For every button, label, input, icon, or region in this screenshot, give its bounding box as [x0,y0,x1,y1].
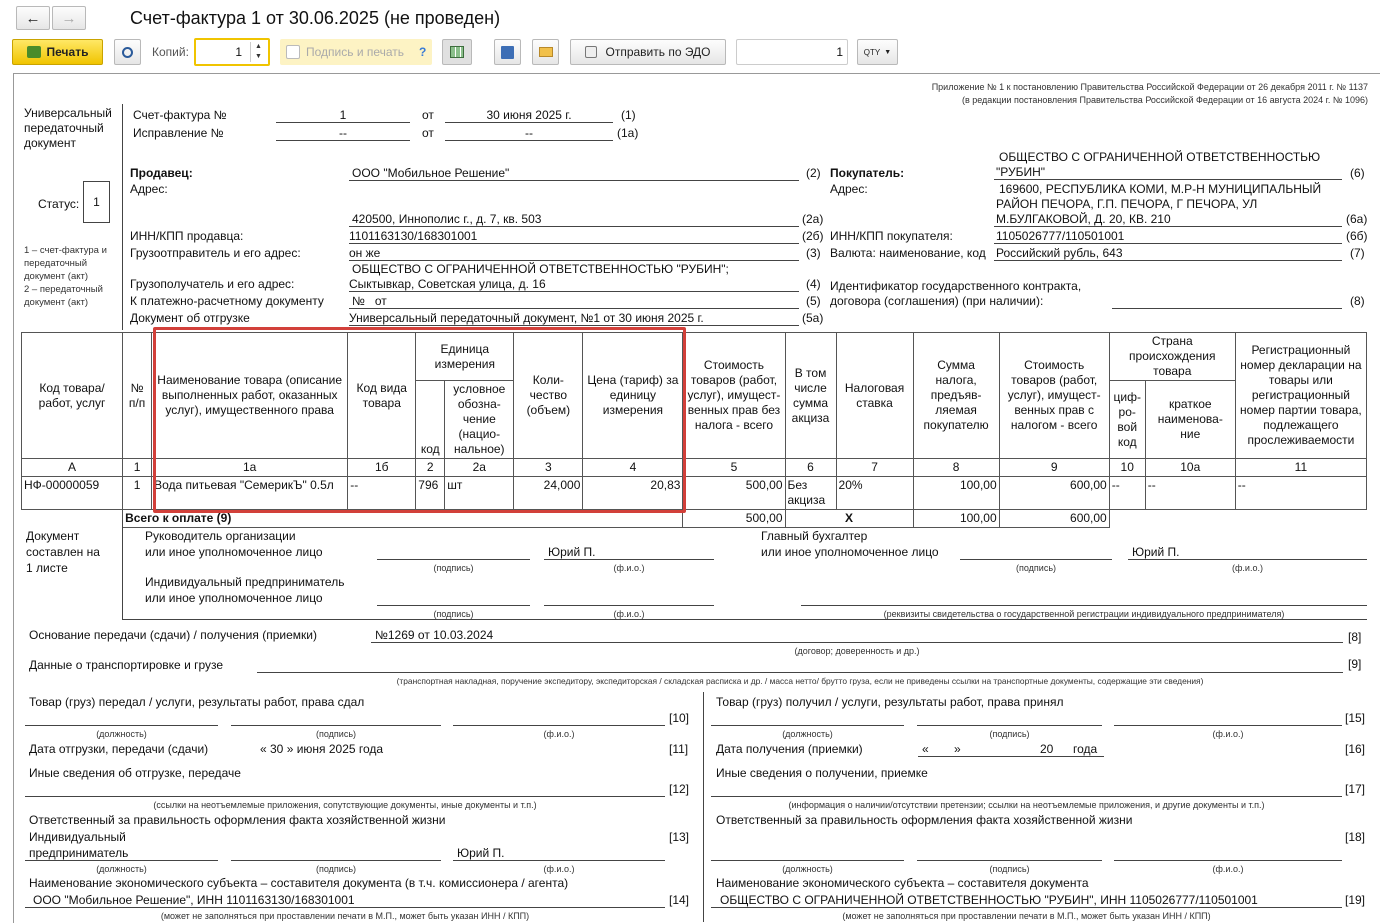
print-label: Печать [46,45,89,59]
buyer-value-2: "РУБИН" [996,165,1046,179]
acc-label-1: Главный бухгалтер [761,529,868,543]
recv-date-q2: » [954,742,961,756]
upd-title-2: передаточный [24,121,104,135]
basis-note: (договор; доверенность и др.) [794,646,920,656]
th-country-code: циф-ро-вой код [1109,381,1145,459]
highlight-frame [153,327,686,513]
cell-unit-code: 796 [416,477,445,510]
recv-dolzh-note: (должность) [782,729,833,739]
head-label-1: Руководитель организации [145,529,296,543]
contract-label-1: Идентификатор государственного контракта, [830,279,1082,293]
arrow-left-icon: ← [25,9,41,27]
copies-input[interactable] [194,38,270,66]
th-price: Цена (тариф) за единицу измерения [583,333,683,459]
other-ship-note: (ссылки на неотъемлемые приложения, сопутствующие документы, иные документы и т.п.) [153,800,537,810]
col-num-5: 5 [683,459,785,477]
cell-num: 1 [123,477,152,510]
status-note-3: документ (акт) [24,271,89,282]
subj2-label: Наименование экономического субъекта – составителя документа [716,876,1089,890]
ship-date-value: « 30 » июня 2025 года [260,742,384,756]
buyer-inn-label: ИНН/КПП покупателя: [830,229,953,243]
code-9: [9] [1348,657,1362,671]
qty-label: QTY [863,47,881,57]
invoice-label: Счет-фактура № [133,108,227,122]
code-4: (4) [806,277,821,291]
total-tax: 100,00 [913,510,999,528]
subj-label: Наименование экономического субъекта – составителя документа (в т.ч. комиссионера / агента) [29,876,569,890]
total-label: Всего к оплате (9) [123,510,683,528]
magnifier-icon [122,47,133,58]
doc-made-3: 1 листе [26,561,68,575]
floppy-icon [501,46,514,59]
grid-icon [450,46,464,58]
doc-made-2: составлен на [26,545,100,559]
correction-from-label: от [422,126,434,140]
printer-icon [27,46,41,58]
received-label: Товар (груз) получил / услуги, результаты работ, права принял [716,695,1064,709]
total-excise: Х [785,510,913,528]
code-1a: (1а) [617,126,639,140]
resp-sign-note: (подпись) [315,864,357,874]
buyer-address-2: РАЙОН ПЕЧОРА, Г.П. ПЕЧОРА, Г ПЕЧОРА, УЛ [996,197,1258,211]
code-19: [19] [1345,893,1366,907]
status-note-1: 1 – счет-фактура и [24,245,107,256]
ip-label-2: или иное уполномоченное лицо [145,591,323,605]
head-label-2: или иное уполномоченное лицо [145,545,323,559]
subj2-value: ОБЩЕСТВО С ОГРАНИЧЕННОЙ ОТВЕТСТВЕННОСТЬЮ "РУБИН", ИНН 1105026777/110501001 [720,893,1258,907]
seller-address-label: Адрес: [130,182,168,196]
shipper-label: Грузоотправитель и его адрес: [130,246,301,260]
recv-fio-note: (ф.и.о.) [1212,729,1244,739]
col-num-10a: 10а [1145,459,1235,477]
correction-no: -- [339,126,347,140]
resp2-label: Ответственный за правильность оформления факта хозяйственной жизни [716,813,1133,827]
col-num-3: 3 [514,459,583,477]
cell-tax: 100,00 [913,477,999,510]
recv-date-word: года [1073,742,1098,756]
total-total: 600,00 [999,510,1109,528]
code-18: [18] [1345,830,1366,844]
shipment-doc-label: Документ об отгрузке [130,311,250,325]
resp2-fio-note: (ф.и.о.) [1212,864,1244,874]
consignee-label: Грузополучатель и его адрес: [130,277,295,291]
col-num-1b: 1б [348,459,416,477]
col-num-9: 9 [999,459,1109,477]
code-14: [14] [669,893,690,907]
spin-icon: ▲ ▼ [250,42,266,62]
col-num-11: 11 [1235,459,1366,477]
total-cost: 500,00 [683,510,785,528]
page-value: 1 [836,45,843,59]
ip-reg-note: (реквизиты свидетельства о государственной регистрации индивидуального предпринимателя) [883,609,1285,619]
th-country: Страна происхождения товара [1109,333,1235,381]
code-6b: (6б) [1346,229,1368,243]
th-unit-name: условное обозна-чение (нацио-нальное) [445,381,514,459]
subj2-note: (может не заполняться при проставлении печати в М.П., может быть указан ИНН / КПП) [842,911,1211,921]
code-15: [15] [1345,711,1366,725]
th-kind: Код вида товара [348,333,416,459]
doc-made-1: Документ [26,529,80,543]
cell-kind: -- [348,477,416,510]
code-2a: (2а) [802,212,824,226]
th-name: Наименование товара (описание выполненных работ, оказанных услуг), имущественного права [152,333,348,459]
other-ship-label: Иные сведения об отгрузке, передаче [29,766,241,780]
resp-label: Ответственный за правильность оформления факта хозяйственной жизни [29,813,446,827]
currency-value: Российский рубль, 643 [996,246,1123,260]
th-unit: Единица измерения [416,333,514,381]
invoice-date: 30 июня 2025 г. [486,108,572,122]
appendix-line-1: Приложение № 1 к постановлению Правительства Российской Федерации от 26 декабря 2011 г. № 1137 [931,82,1368,92]
send-edo-button[interactable] [570,39,726,65]
recv-sign-note: (подпись) [989,729,1030,739]
invoice-from-label: от [422,108,434,122]
code-8b: [8] [1348,630,1362,644]
shipper-value: он же [349,246,381,260]
ip-label-1: Индивидуальный предприниматель [145,575,345,589]
back-button[interactable] [16,6,50,30]
other-recv-note: (информация о наличии/отсутствии претензии; ссылки на неотъемлемые приложения, и другие документы и т.п.) [788,800,1265,810]
th-tax: Сумма налога, предъяв-ляемая покупателю [913,333,999,459]
code-6a: (6а) [1346,212,1368,226]
transfer-divider [703,692,704,922]
basis-value: №1269 от 10.03.2024 [375,628,494,642]
table-edit-button[interactable] [442,39,472,65]
code-10: [10] [669,711,690,725]
col-num-a: А [22,459,123,477]
cell-unit-name: шт [445,477,514,510]
upd-title-3: документ [24,136,76,150]
code-7: (7) [1350,246,1365,260]
code-12: [12] [669,782,690,796]
acc-name: Юрий П. [1132,545,1180,559]
recv-date-q1: « [922,742,929,756]
recv-date-label: Дата получения (приемки) [716,742,863,756]
ship-date-label: Дата отгрузки, передачи (сдачи) [29,742,209,756]
cell-excise: Без акциза [785,477,836,510]
acc-fio-note: (ф.и.о.) [1232,563,1263,573]
subj-value: ООО "Мобильное Решение", ИНН 1101163130/168301001 [33,893,355,907]
th-num: № п/п [123,333,152,459]
correction-label: Исправление № [133,126,224,140]
cell-country-name: -- [1145,477,1235,510]
acc-label-2: или иное уполномоченное лицо [761,545,939,559]
code-3: (3) [806,246,821,260]
code-8: (8) [1350,294,1365,308]
passed-fio-note: (ф.и.о.) [543,729,575,739]
status-note-4: 2 – передаточный [24,284,103,295]
status-note-5: документ (акт) [24,297,89,308]
edo-icon [585,46,597,58]
col-num-1: 1 [123,459,152,477]
email-button[interactable] [532,39,559,65]
th-cost: Стоимость товаров (работ, услуг), имущест-венных прав без налога - всего [683,333,785,459]
invoice-no: 1 [339,108,347,122]
code-1: (1) [621,108,636,122]
header-divider [122,104,123,330]
resp2-sign-note: (подпись) [989,864,1030,874]
resp-left-1: Индивидуальный [29,830,126,844]
copies-value: 1 [235,45,242,59]
sign-print-checkbox[interactable] [286,45,300,59]
sign-divider [122,520,123,620]
col-num-4: 4 [583,459,683,477]
cell-price: 20,83 [583,477,683,510]
transport-label: Данные о транспортировке и грузе [29,658,224,672]
acc-sign-note: (подпись) [1015,563,1057,573]
th-decl: Регистрационный номер декларации на товары или регистрационный номер партии товара, подлежащего прослеживаемости [1235,333,1366,459]
code-6: (6) [1350,166,1365,180]
buyer-inn: 1105026777/110501001 [996,229,1125,243]
code-13: [13] [669,830,690,844]
envelope-icon [539,47,553,57]
cell-qty: 24,000 [514,477,583,510]
buyer-label: Покупатель: [830,166,905,180]
status-note-2: передаточный [24,258,88,269]
code-11: [11] [669,742,689,756]
shipment-doc-value: Универсальный передаточный документ, №1 от 30 июня 2025 г. [349,311,704,325]
ip-sign-note: (подпись) [433,609,474,619]
col-num-1a: 1а [152,459,348,477]
other-recv-label: Иные сведения о получении, приемке [716,766,928,780]
upd-title-1: Универсальный [24,106,112,120]
currency-label: Валюта: наименование, код [830,246,986,260]
copies-label: Копий: [152,45,189,59]
resp2-dolzh-note: (должность) [782,864,833,874]
send-edo-label: Отправить по ЭДО [605,45,711,59]
arrow-right-icon: → [61,9,77,27]
th-total: Стоимость товаров (работ, услуг), имущест-венных прав с налогом - всего [999,333,1109,459]
status-value: 1 [93,195,100,209]
code-16: [16] [1345,742,1366,756]
resp-left-name: Юрий П. [457,846,505,860]
passed-sign-note: (подпись) [315,729,357,739]
appendix-line-2: (в редакции постановления Правительства Российской Федерации от 16 августа 2024 г. № 1096) [961,95,1368,105]
th-code: Код товара/ работ, услуг [22,333,123,459]
cell-cost: 500,00 [683,477,785,510]
th-country-name: краткое наименова-ние [1145,381,1235,459]
subj-note: (может не заполняться при проставлении печати в М.П., может быть указан ИНН / КПП) [160,911,530,921]
contract-label-2: договора (соглашения) (при наличии): [830,294,1044,308]
col-num-2: 2 [416,459,445,477]
col-num-7: 7 [836,459,913,477]
passed-dolzh-note: (должность) [96,729,147,739]
head-sign-note: (подпись) [433,563,474,573]
chevron-down-icon: ▼ [884,48,892,56]
col-num-10: 10 [1109,459,1145,477]
cell-total: 600,00 [999,477,1109,510]
seller-address: 420500, Иннополис г., д. 7, кв. 503 [352,212,542,226]
th-qty: Коли-чество (объем) [514,333,583,459]
consignee-value-1: ОБЩЕСТВО С ОГРАНИЧЕННОЙ ОТВЕТСТВЕННОСТЬЮ "РУБИН"; [352,262,729,276]
preview-button[interactable] [114,39,141,65]
seller-label: Продавец: [130,166,193,180]
buyer-address-1: 169600, РЕСПУБЛИКА КОМИ, М.Р-Н МУНИЦИПАЛЬНЫЙ [999,182,1322,196]
th-rate: Налоговая ставка [836,333,913,459]
window-title: Счет-фактура 1 от 30.06.2025 (не проведен) [130,8,501,28]
cell-decl: -- [1235,477,1366,510]
col-num-8: 8 [913,459,999,477]
basis-label: Основание передачи (сдачи) / получения (приемки) [29,628,317,642]
payment-doc-value: № от [352,294,387,308]
resp-dolzh-note: (должность) [96,864,147,874]
help-icon[interactable]: ? [419,45,427,59]
save-button[interactable] [494,39,521,65]
resp-left-2: предприниматель [29,846,129,860]
cell-rate: 20% [836,477,913,510]
status-label: Статус: [38,197,80,211]
buyer-address-3: М.БУЛГАКОВОЙ, Д. 20, КВ. 210 [996,212,1171,226]
passed-label: Товар (груз) передал / услуги, результаты работ, права сдал [29,695,365,709]
seller-inn-label: ИНН/КПП продавца: [130,229,244,243]
head-fio-note: (ф.и.о.) [613,563,645,573]
resp-fio-note: (ф.и.о.) [543,864,575,874]
sign-print-toggle[interactable] [280,39,432,65]
code-2: (2) [806,166,821,180]
transport-note: (транспортная накладная, поручение экспедитору, экспедиторская / складская расписка и др. / масса нетто/ брутто груза, если не приведены ссылки на транспортные документы, содержащие эти сведения) [396,676,1204,686]
cell-country-code: -- [1109,477,1145,510]
status-box [83,181,110,223]
code-5a: (5а) [802,311,824,325]
forward-button[interactable] [52,6,86,30]
buyer-address-label: Адрес: [830,182,868,196]
recv-date-year: 20 [1040,742,1054,756]
cell-name: Вода питьевая "СемерикЪ" 0.5л [152,477,348,510]
col-num-6: 6 [785,459,836,477]
seller-value: ООО "Мобильное Решение" [352,166,510,180]
th-unit-code: код [416,381,445,459]
sign-print-label: Подпись и печать [306,45,405,59]
correction-date: -- [525,126,533,140]
code-5: (5) [806,294,821,308]
head-name: Юрий П. [548,545,596,559]
print-button[interactable] [12,39,103,65]
page-input[interactable] [736,39,848,65]
seller-inn: 1101163130/168301001 [349,229,478,243]
col-num-2a: 2а [445,459,514,477]
buyer-value-1: ОБЩЕСТВО С ОГРАНИЧЕННОЙ ОТВЕТСТВЕННОСТЬЮ [999,150,1321,164]
payment-doc-label: К платежно-расчетному документу [130,294,324,308]
th-excise: В том числе сумма акциза [785,333,836,459]
ip-fio-note: (ф.и.о.) [613,609,645,619]
code-17: [17] [1345,782,1366,796]
consignee-value-2: Сыктывкар, Советская улица, д. 16 [349,277,546,291]
qty-dropdown[interactable] [857,39,898,65]
cell-code: НФ-00000059 [22,477,123,510]
code-2b: (2б) [802,229,824,243]
